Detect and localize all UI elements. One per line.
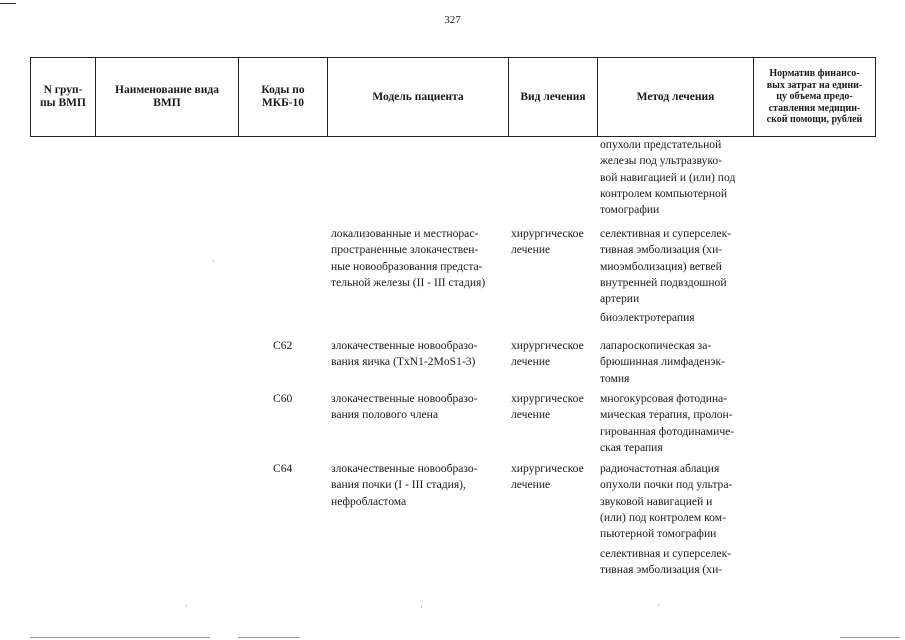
scan-speck: · [185, 601, 188, 611]
bottom-rule-left [30, 637, 210, 638]
row-5-treatment: хирургическое лечение [511, 462, 584, 492]
scan-speck: · [657, 600, 660, 610]
scan-speck: · [420, 602, 423, 612]
row-3-treatment: хирургическое лечение [511, 339, 584, 369]
header-cost-standard: Норматив финансо- вых затрат на едини- цу объема предо- ставления медицин- ской помощи, рублей [754, 58, 876, 137]
row-4-patient-model: злокачественные новообразо- вания полового члена [331, 392, 478, 422]
row-5-method: радиочастотная аблация опухоли почки под ультра- звуковой навигацией и (или) под контролем ком- пьютерной томографии [600, 462, 733, 541]
row-4-code: C60 [273, 392, 293, 405]
header-treatment-method: Метод лечения [598, 58, 754, 137]
bottom-rule-right [840, 637, 900, 638]
table-header [30, 57, 876, 137]
bottom-rule-middle [238, 637, 300, 638]
row-2-method: биоэлектротерапия [600, 311, 695, 324]
header-treatment-type: Вид лечения [509, 58, 598, 137]
page-number: 327 [444, 14, 461, 26]
row-6-method: селективная и суперселек- тивная эмболизация (хи- [600, 547, 732, 577]
row-0-method: опухоли предстательной железы под ультразвуко- вой навигацией и (или) под контролем компьютерной томографии [600, 138, 736, 217]
row-1-patient-model: локализованные и местнорас- пространенные злокачествен- ные новообразования предста- тельной железы (II - III стадия) [331, 227, 486, 289]
row-5-code: C64 [273, 462, 293, 475]
row-5-patient-model: злокачественные новообразо- вания почки (I - III стадия), нефробластома [331, 462, 478, 508]
row-4-method: многокурсовая фотодина- мическая терапия, пролон- гированная фотодинамиче- ская терапия [600, 392, 735, 454]
top-left-tick [0, 3, 16, 4]
row-3-patient-model: злокачественные новообразо- вания яичка (TxN1-2MoS1-3) [331, 339, 478, 369]
row-3-code: C62 [273, 339, 293, 352]
row-3-method: лапароскопическая за- брюшинная лимфаденэк- томия [600, 339, 725, 385]
header-icd-codes: Коды по МКБ-10 [239, 58, 328, 137]
row-1-treatment: хирургическое лечение [511, 227, 584, 257]
row-4-treatment: хирургическое лечение [511, 392, 584, 422]
scan-speck: · [212, 256, 215, 266]
header-patient-model: Модель пациента [328, 58, 509, 137]
header-vmp-name: Наименование вида ВМП [96, 58, 239, 137]
row-1-method: селективная и суперселек- тивная эмболизация (хи- миоэмболизация) ветвей внутренней подвздошной артерии [600, 227, 732, 306]
header-group-number: N груп- пы ВМП [31, 58, 96, 137]
